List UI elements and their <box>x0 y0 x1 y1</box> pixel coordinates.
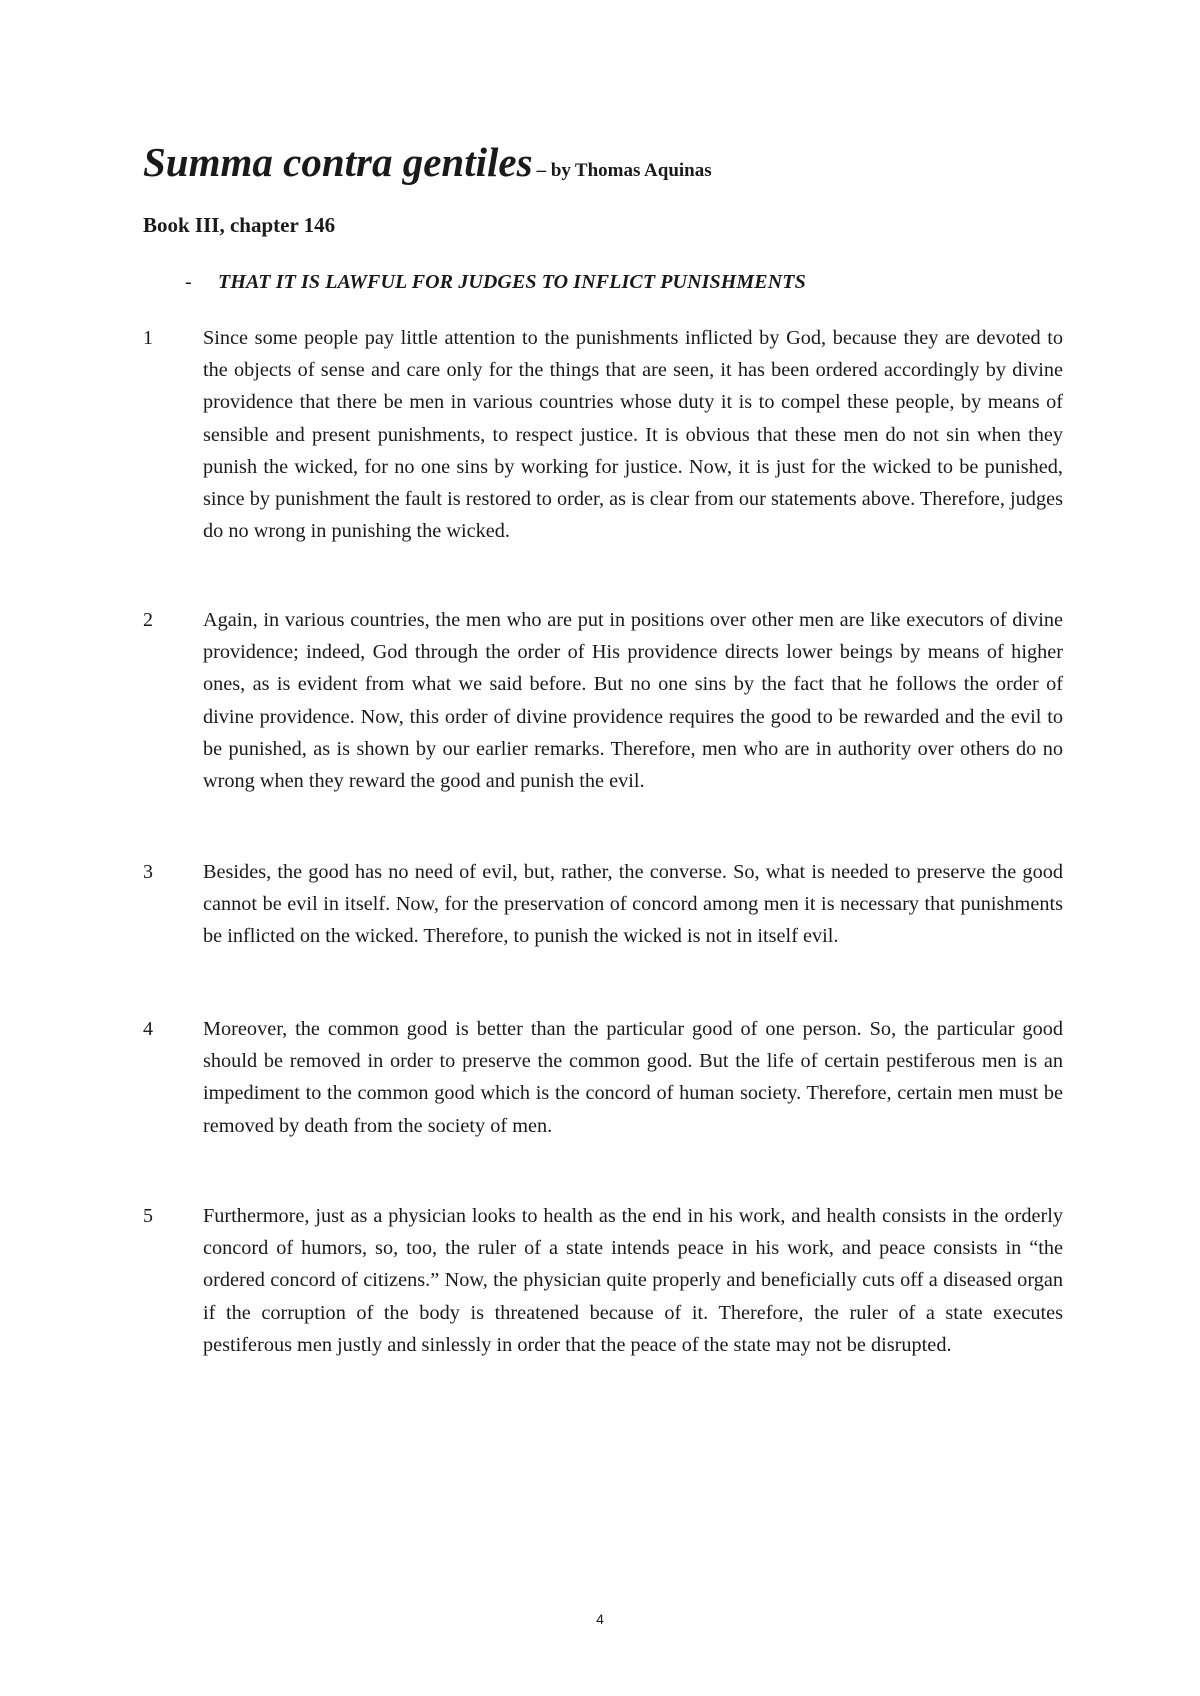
paragraph-number: 2 <box>143 609 153 631</box>
book-chapter-label: Book III, chapter 146 <box>143 213 336 237</box>
page-number: 4 <box>596 1611 604 1627</box>
numbered-paragraph <box>143 1200 1063 1361</box>
numbered-paragraph <box>143 322 1063 547</box>
heading-bullet: - <box>185 271 192 293</box>
paragraph-number: 4 <box>143 1018 153 1040</box>
paragraph-text: Since some people pay little attention to the punishments inflicted by God, because they are devoted to the objects of sense and care only for the things that are seen, it has been ordered accordingly by divine providence that there be men in various countries whose duty it is to compel these people, by means of sensible and present punishments, to respect justice. It is obvious that these men do not sin when they punish the wicked, for no one sins by working for justice. Now, it is just for the wicked to be punished, since by punishment the fault is restored to order, as is clear from our statements above. Therefore, judges do no wrong in punishing the wicked. <box>203 327 1063 543</box>
chapter-heading <box>185 271 806 294</box>
title-separator: – by <box>536 160 571 181</box>
author-name: Thomas Aquinas <box>574 160 712 181</box>
paragraph-number: 1 <box>143 327 153 349</box>
numbered-paragraph <box>143 856 1063 953</box>
numbered-paragraph <box>143 1013 1063 1142</box>
paragraph-text: Again, in various countries, the men who are put in positions over other men are like executors of divine providence; indeed, God through the order of His providence directs lower beings by means of higher ones, as is evident from what we said before. But no one sins by the fact that he follows the order of divine providence. Now, this order of divine providence requires the good to be rewarded and the evil to be punished, as is shown by our earlier remarks. Therefore, men who are in authority over others do no wrong when they reward the good and punish the evil. <box>203 609 1063 793</box>
document-title <box>143 139 712 185</box>
paragraph-text: Furthermore, just as a physician looks to health as the end in his work, and health consists in the orderly concord of humors, so, too, the ruler of a state intends peace in his work, and peace consists in “the ordered concord of citizens.” Now, the physician quite properly and beneficially cuts off a diseased organ if the corruption of the body is threatened because of it. Therefore, the ruler of a state executes pestiferous men justly and sinlessly in order that the peace of the state may not be disrupted. <box>203 1205 1063 1356</box>
paragraph-text: Moreover, the common good is better than the particular good of one person. So, the particular good should be removed in order to preserve the common good. But the life of certain pestiferous men is an impediment to the common good which is the concord of human society. Therefore, certain men must be removed by death from the society of men. <box>203 1018 1063 1137</box>
paragraph-text: Besides, the good has no need of evil, but, rather, the converse. So, what is needed to preserve the good cannot be evil in itself. Now, for the preservation of concord among men it is necessary that punishments be inflicted on the wicked. Therefore, to punish the wicked is not in itself evil. <box>203 861 1063 948</box>
heading-text: THAT IT IS LAWFUL FOR JUDGES TO INFLICT PUNISHMENTS <box>218 271 806 293</box>
paragraph-number: 3 <box>143 861 153 883</box>
book-title: Summa contra gentiles <box>143 139 533 185</box>
paragraph-number: 5 <box>143 1205 153 1227</box>
numbered-paragraph <box>143 604 1063 797</box>
